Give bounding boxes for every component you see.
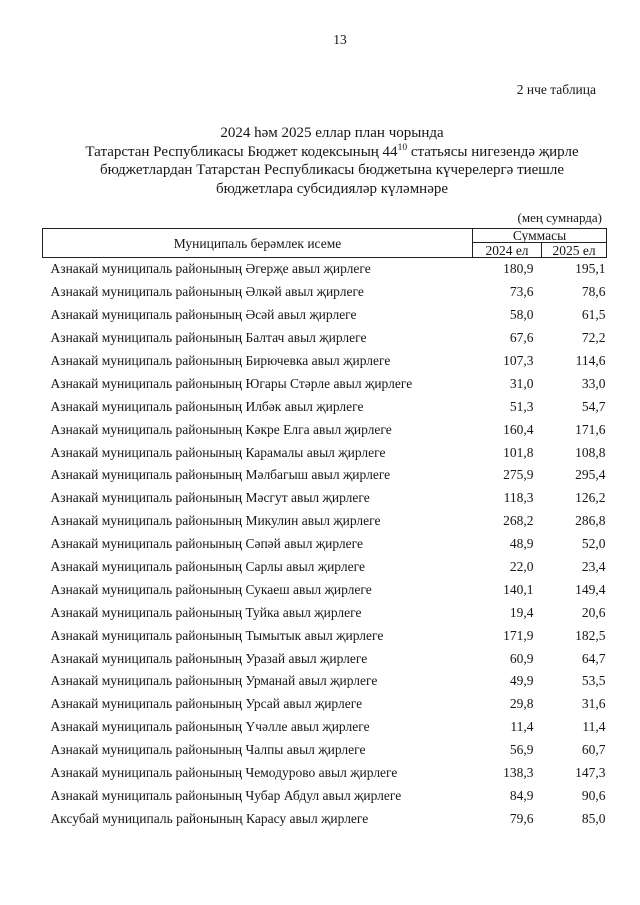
amount-2024: 29,8 bbox=[509, 696, 534, 712]
amount-2025: 23,4 bbox=[581, 559, 606, 575]
settlement-name: Аксубай муниципаль районының Карасу авыл җирлеге bbox=[50, 810, 369, 826]
amount-2025: 31,6 bbox=[581, 696, 606, 712]
amount-2024: 268,2 bbox=[503, 513, 534, 529]
amount-2024: 11,4 bbox=[510, 719, 534, 735]
table-row bbox=[43, 418, 607, 441]
title-line-1: 2024 һәм 2025 еллар план чорында bbox=[220, 125, 444, 141]
settlement-name: Азнакай муниципаль районының Мәсгут авыл җирлеге bbox=[50, 490, 370, 506]
table-row bbox=[43, 807, 607, 830]
settlement-name: Азнакай муниципаль районының Бирючевка авыл җирлеге bbox=[50, 353, 391, 368]
table-row bbox=[43, 533, 607, 556]
amount-2024: 79,6 bbox=[509, 810, 534, 826]
amount-2025: 54,7 bbox=[581, 398, 606, 414]
amount-2024: 51,3 bbox=[509, 398, 534, 414]
amount-2024: 58,0 bbox=[509, 307, 534, 323]
amount-2024: 60,9 bbox=[509, 650, 534, 666]
amount-2024: 73,6 bbox=[509, 284, 534, 300]
table-row bbox=[43, 258, 607, 281]
settlement-name: Азнакай муниципаль районының Кәкре Елга авыл җирлеге bbox=[50, 421, 392, 437]
amount-2025: 108,8 bbox=[575, 444, 606, 460]
settlement-name: Азнакай муниципаль районының Карамалы авыл җирлеге bbox=[50, 444, 386, 460]
amount-2025: 61,5 bbox=[581, 307, 606, 323]
amount-2024: 84,9 bbox=[509, 787, 534, 803]
table-row bbox=[43, 693, 607, 716]
amount-2024: 48,9 bbox=[509, 536, 534, 552]
amount-2025: 171,6 bbox=[575, 421, 606, 437]
amount-2025: 11,4 bbox=[582, 719, 606, 735]
header-sum: Суммасы bbox=[473, 229, 607, 243]
table-row bbox=[43, 281, 607, 304]
amount-2025: 33,0 bbox=[581, 375, 606, 391]
table-row bbox=[43, 350, 607, 373]
amount-2025: 149,4 bbox=[575, 581, 606, 597]
settlement-name: Азнакай муниципаль районының Чалпы авыл җирлеге bbox=[50, 742, 366, 758]
title-line-4: бюджетлара субсидияләр күләмнәре bbox=[215, 181, 449, 198]
amount-2025: 53,5 bbox=[581, 673, 606, 689]
settlement-name: Азнакай муниципаль районының Туйка авыл җирлеге bbox=[50, 604, 362, 620]
amount-2025: 20,6 bbox=[581, 604, 606, 620]
amount-2024: 19,4 bbox=[509, 604, 534, 620]
settlement-name: Азнакай муниципаль районының Мәлбагыш авыл җирлеге bbox=[50, 467, 391, 483]
amount-2025: 286,8 bbox=[575, 513, 606, 529]
settlement-name: Азнакай муниципаль районының Үчәлле авыл җирлеге bbox=[50, 719, 370, 735]
title-line-2-text: Татарстан Республикасы Бюджет кодексының 44 bbox=[85, 143, 398, 160]
table-row bbox=[43, 304, 607, 327]
amount-2024: 171,9 bbox=[503, 627, 534, 643]
title-line-2 bbox=[42, 143, 622, 162]
amount-2025: 85,0 bbox=[581, 810, 606, 826]
amount-2025: 52,0 bbox=[581, 536, 606, 552]
settlement-name: Азнакай муниципаль районының Тымытык авыл җирлеге bbox=[50, 627, 384, 643]
units-note: (мең сумнарда) bbox=[517, 210, 602, 225]
amount-2024: 118,3 bbox=[503, 490, 534, 506]
settlement-name: Азнакай муниципаль районының Әсәй авыл җирлеге bbox=[50, 307, 357, 323]
table-row bbox=[43, 716, 607, 739]
table-row bbox=[43, 556, 607, 579]
settlement-name: Азнакай муниципаль районының Әлкәй авыл җирлеге bbox=[50, 284, 364, 300]
amount-2024: 138,3 bbox=[503, 765, 534, 781]
settlement-name: Азнакай муниципаль районының Урманай авыл җирлеге bbox=[50, 673, 378, 689]
amount-2025: 78,6 bbox=[581, 284, 606, 300]
settlement-name: Азнакай муниципаль районының Югары Стәрле авыл җирлеге bbox=[50, 375, 413, 391]
amount-2024: 140,1 bbox=[503, 581, 534, 597]
amount-2025: 182,5 bbox=[575, 627, 606, 643]
table-row bbox=[43, 784, 607, 807]
table-row bbox=[43, 327, 607, 350]
amount-2024: 56,9 bbox=[509, 742, 534, 758]
amount-2024: 107,3 bbox=[503, 353, 534, 368]
settlement-name: Азнакай муниципаль районының Илбәк авыл җирлеге bbox=[50, 398, 364, 414]
table-label: 2 нче таблица bbox=[516, 82, 596, 97]
subsidies-table bbox=[42, 228, 607, 830]
amount-2025: 147,3 bbox=[575, 765, 606, 781]
title-line-2-rest: статьясы нигезендә җирле bbox=[407, 143, 579, 160]
amount-2025: 295,4 bbox=[575, 467, 606, 483]
table-row bbox=[43, 441, 607, 464]
settlement-name: Азнакай муниципаль районының Сәпәй авыл җирлеге bbox=[50, 536, 364, 552]
amount-2024: 49,9 bbox=[509, 673, 534, 689]
amount-2024: 31,0 bbox=[509, 375, 534, 391]
table-row bbox=[43, 578, 607, 601]
table-title bbox=[42, 124, 622, 199]
header-municipality-name: Муниципаль берәмлек исеме bbox=[43, 229, 473, 258]
header-year-2025: 2025 ел bbox=[542, 243, 607, 258]
amount-2025: 64,7 bbox=[581, 650, 606, 666]
amount-2025: 126,2 bbox=[575, 490, 606, 506]
table-row bbox=[43, 510, 607, 533]
table-row bbox=[43, 762, 607, 785]
amount-2025: 114,6 bbox=[575, 353, 606, 368]
settlement-name: Азнакай муниципаль районының Сарлы авыл җирлеге bbox=[50, 559, 365, 575]
settlement-name: Азнакай муниципаль районының Урсай авыл җирлеге bbox=[50, 696, 363, 712]
amount-2025: 195,1 bbox=[575, 261, 606, 277]
amount-2024: 22,0 bbox=[509, 559, 534, 575]
amount-2024: 67,6 bbox=[509, 330, 534, 346]
settlement-name: Азнакай муниципаль районының Чубар Абдул авыл җирлеге bbox=[50, 787, 402, 803]
table-row bbox=[43, 487, 607, 510]
settlement-name: Азнакай муниципаль районының Микулин авыл җирлеге bbox=[50, 513, 381, 529]
table-row bbox=[43, 464, 607, 487]
amount-2024: 180,9 bbox=[503, 261, 534, 277]
amount-2024: 275,9 bbox=[503, 467, 534, 483]
amount-2025: 60,7 bbox=[581, 742, 606, 758]
settlement-name: Азнакай муниципаль районының Уразай авыл җирлеге bbox=[50, 650, 368, 666]
settlement-name: Азнакай муниципаль районының Сукаеш авыл җирлеге bbox=[50, 581, 372, 597]
settlement-name: Азнакай муниципаль районының Чемодурово авыл җирлеге bbox=[50, 765, 398, 781]
title-line-3: бюджетлардан Татарстан Республикасы бюджетына күчерелергә тиешле bbox=[99, 162, 565, 179]
table-body bbox=[43, 258, 607, 831]
amount-2025: 90,6 bbox=[581, 787, 606, 803]
page-number: 13 bbox=[333, 32, 347, 47]
table-row bbox=[43, 670, 607, 693]
settlement-name: Азнакай муниципаль районының Әгерҗе авыл җирлеге bbox=[50, 261, 371, 277]
title-article-superscript: 10 bbox=[397, 142, 408, 153]
amount-2024: 101,8 bbox=[503, 444, 534, 460]
table-row bbox=[43, 624, 607, 647]
table-row bbox=[43, 601, 607, 624]
table-row bbox=[43, 395, 607, 418]
table-header bbox=[43, 229, 607, 258]
table-row bbox=[43, 739, 607, 762]
table-row bbox=[43, 647, 607, 670]
header-year-2024: 2024 ел bbox=[473, 243, 542, 258]
table-row bbox=[43, 372, 607, 395]
amount-2024: 160,4 bbox=[503, 421, 534, 437]
amount-2025: 72,2 bbox=[581, 330, 606, 346]
settlement-name: Азнакай муниципаль районының Балтач авыл җирлеге bbox=[50, 330, 367, 346]
